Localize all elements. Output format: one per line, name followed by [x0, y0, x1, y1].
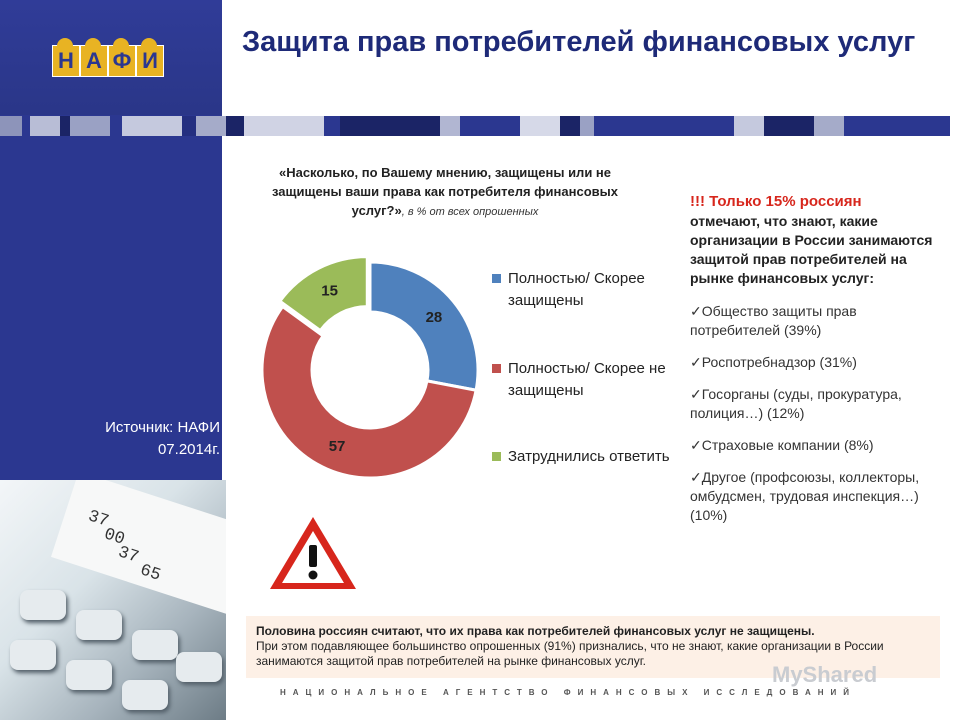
warning-icon: [266, 513, 360, 593]
donut-slice: [370, 262, 478, 390]
lead-text: отмечают, что знают, какие организации в России занимаются защитой прав потребителей на рынке финансовых услуг:: [690, 213, 933, 286]
logo-area: [0, 0, 222, 115]
calculator-key: [76, 610, 122, 640]
question-suffix: , в % от всех опрошенных: [401, 206, 539, 218]
logo-letter: Ф: [108, 45, 136, 77]
source-note: [40, 417, 220, 461]
photo-number: 37: [85, 507, 111, 532]
legend-swatch: [492, 274, 501, 283]
legend-label: Полностью/ Скорее защищены: [508, 270, 645, 309]
logo-letter: И: [136, 45, 164, 77]
source-label: Источник: НАФИ: [105, 419, 220, 436]
donut-chart: [250, 250, 490, 490]
calculator-key: [132, 630, 178, 660]
list-item: ✓Роспотребнадзор (31%): [690, 354, 857, 370]
page-title: Защита прав потребителей финансовых услуг: [242, 26, 916, 58]
photo-number: 00: [101, 525, 127, 550]
calculator-key: [10, 640, 56, 670]
watermark: MyShared: [772, 662, 878, 687]
survey-question: [256, 163, 634, 222]
data-label: 57: [328, 438, 346, 456]
legend-swatch: [492, 364, 501, 373]
legend-label: Полностью/ Скорее не защищены: [508, 360, 666, 399]
decorative-stripe: [0, 116, 960, 136]
list-item: ✓Страховые компании (8%): [690, 437, 874, 453]
photo-number: 65: [137, 561, 163, 586]
highlight-text: !!! Только 15% россиян: [690, 193, 862, 210]
list-item: ✓Общество защиты прав потребителей (39%): [690, 303, 857, 338]
logo-letter: Н: [52, 45, 80, 77]
nafi-logo[interactable]: [52, 45, 164, 77]
data-label: 28: [425, 309, 443, 327]
calculator-photo: [0, 480, 226, 720]
source-date: 07.2014г.: [157, 441, 220, 458]
logo-letter: А: [80, 45, 108, 77]
summary-bold: Половина россиян считают, что их права как потребителей финансовых услуг не защищены.: [256, 624, 815, 638]
legend-swatch: [492, 452, 501, 461]
calculator-key: [176, 652, 222, 682]
calculator-key: [20, 590, 66, 620]
photo-number: 37: [115, 543, 141, 568]
summary-text: При этом подавляющее большинство опрошенных (91%) признались, что не знают, какие организации в России занимаются защитой прав потребителей на рынке финансовых услуг.: [256, 639, 884, 668]
list-item: ✓Госорганы (суды, прокуратура, полиция…) (12%): [690, 386, 902, 421]
calculator-key: [122, 680, 168, 710]
question-text: «Насколько, по Вашему мнению, защищены или не защищены ваши права как потребителя финансовых услуг?»: [272, 165, 618, 218]
data-label: 15: [321, 282, 338, 300]
legend-label: Затруднились ответить: [508, 448, 670, 465]
calculator-key: [66, 660, 112, 690]
list-item: ✓Другое (профсоюзы, коллекторы, омбудсмен, трудовая инспекция…) (10%): [690, 469, 920, 523]
footer-text: НАЦИОНАЛЬНОЕ АГЕНТСТВО ФИНАНСОВЫХ ИССЛЕДОВАНИЙ: [280, 688, 857, 697]
right-column: [690, 192, 950, 538]
organization-list: [690, 302, 950, 525]
